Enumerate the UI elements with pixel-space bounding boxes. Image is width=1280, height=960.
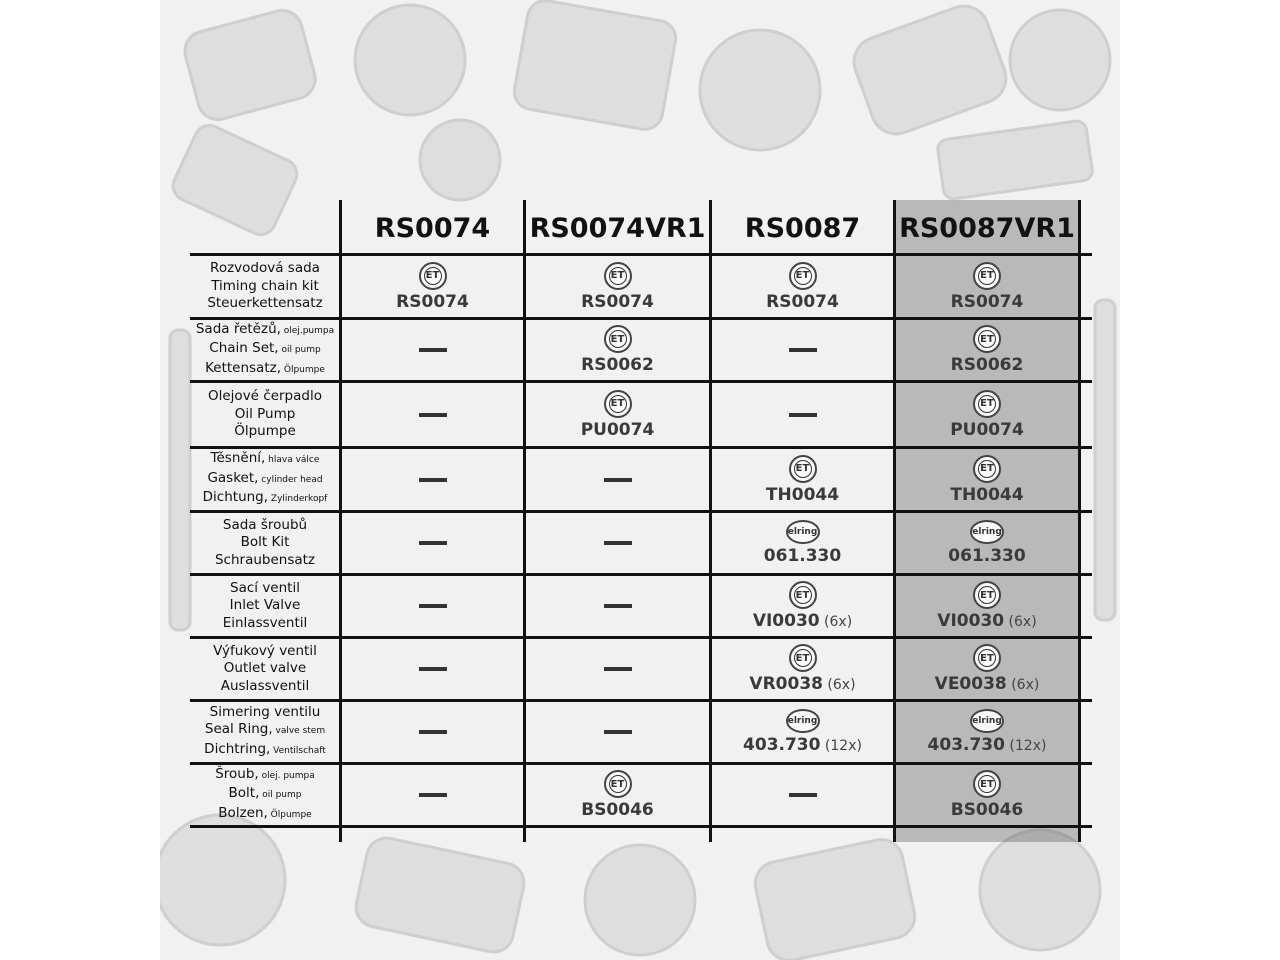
- part-cell: [896, 383, 1078, 446]
- part-code: VE0038: [934, 674, 1007, 694]
- et-logo-text: ET: [609, 775, 627, 793]
- part-cell: [712, 765, 893, 825]
- not-included-dash: [789, 793, 817, 797]
- part-code: PU0074: [950, 419, 1024, 440]
- et-logo-text: ET: [794, 460, 812, 478]
- part-cell: [526, 383, 709, 446]
- et-icon: [973, 581, 1001, 609]
- part-cell: [526, 256, 709, 317]
- row-label-main: Sací ventil: [230, 579, 300, 596]
- part-code: VI0030: [937, 611, 1005, 631]
- row-label-main: Těsnění,: [210, 450, 266, 467]
- et-icon: [973, 390, 1001, 418]
- part-number: [764, 546, 841, 566]
- part-cell: [896, 765, 1078, 825]
- et-logo-text: ET: [794, 586, 812, 604]
- row-label-main: Inlet Valve: [229, 597, 301, 614]
- part-cell: [712, 513, 893, 573]
- row-label: [190, 702, 340, 762]
- not-included-dash: [419, 348, 447, 352]
- et-icon: [604, 262, 632, 290]
- elring-logo-text: elring: [787, 716, 818, 726]
- row-label: [190, 513, 340, 573]
- part-cell: [526, 576, 709, 636]
- row-label-line: [207, 470, 322, 490]
- part-code: VR0038: [749, 674, 823, 694]
- part-cell: [712, 576, 893, 636]
- part-code: BS0046: [950, 800, 1024, 820]
- not-included-dash: [604, 667, 632, 671]
- part-number: [581, 800, 654, 820]
- row-label-line: [234, 423, 296, 441]
- et-icon: [789, 581, 817, 609]
- row-label-line: [215, 552, 315, 570]
- et-logo-text: ET: [794, 267, 812, 285]
- et-icon: [419, 262, 447, 290]
- part-number: [749, 674, 855, 694]
- part-cell: [896, 639, 1078, 699]
- row-label-main: Schraubensatz: [214, 551, 316, 568]
- row-label-main: Outlet valve: [223, 660, 307, 677]
- part-number: [948, 546, 1025, 566]
- column-header: RS0087VR1: [899, 212, 1075, 244]
- row-label-main: Sada řetězů,: [195, 320, 281, 337]
- part-number: [581, 355, 654, 375]
- row-label: [190, 256, 340, 317]
- part-cell: [712, 702, 893, 762]
- row-label-main: Timing chain kit: [211, 277, 319, 294]
- row-label-sub: Ölpumpe: [267, 809, 312, 820]
- row-label-line: [211, 278, 319, 296]
- part-code: RS0074: [766, 291, 839, 312]
- part-code: 403.730: [927, 735, 1005, 755]
- not-included-dash: [604, 604, 632, 608]
- part-code: VI0030: [752, 611, 820, 631]
- not-included-dash: [419, 541, 447, 545]
- row-label-sub: Ölpumpe: [281, 364, 325, 375]
- part-cell: [896, 449, 1078, 510]
- row-label-main: Auslassventil: [220, 677, 310, 694]
- row-label-main: Chain Set,: [209, 340, 279, 357]
- et-logo-text: ET: [609, 330, 627, 348]
- row-label-line: [215, 766, 315, 786]
- et-icon: [973, 325, 1001, 353]
- row-label-main: Steuerkettensatz: [207, 295, 323, 312]
- part-number: [950, 485, 1023, 505]
- row-label-line: [204, 741, 326, 761]
- et-icon: [789, 262, 817, 290]
- et-logo-text: ET: [424, 267, 442, 285]
- et-logo-text: ET: [609, 395, 627, 413]
- elring-icon: [786, 520, 820, 544]
- part-cell: [712, 320, 893, 380]
- row-label-line: [208, 388, 322, 406]
- row-label-main: Seal Ring,: [204, 721, 273, 738]
- column-header: RS0074VR1: [529, 212, 706, 244]
- part-cell: [712, 383, 893, 446]
- not-included-dash: [419, 730, 447, 734]
- row-label-main: Dichtring,: [204, 740, 271, 757]
- part-cell: [712, 639, 893, 699]
- part-cell: [342, 765, 523, 825]
- elring-logo-text: elring: [972, 716, 1002, 726]
- row-label-main: Rozvodová sada: [210, 260, 320, 277]
- part-cell: [896, 576, 1078, 636]
- row-label: [190, 765, 340, 825]
- et-logo-text: ET: [978, 460, 996, 478]
- et-logo-text: ET: [794, 649, 812, 667]
- part-code: 061.330: [763, 546, 842, 566]
- row-label-sub: olej.pumpa: [280, 325, 335, 336]
- part-cell: [342, 256, 523, 317]
- row-label-line: [205, 360, 325, 380]
- part-quantity: (6x): [822, 677, 856, 693]
- part-cell: [526, 765, 709, 825]
- row-label-main: Výfukový ventil: [213, 642, 317, 659]
- row-label-sub: oil pump: [259, 790, 302, 801]
- et-icon: [973, 644, 1001, 672]
- part-number: [581, 420, 655, 440]
- part-code: RS0074: [950, 291, 1024, 312]
- part-number: [928, 735, 1047, 755]
- not-included-dash: [419, 793, 447, 797]
- row-label-line: [210, 704, 321, 722]
- row-label-main: Simering ventilu: [209, 703, 321, 720]
- not-included-dash: [419, 667, 447, 671]
- row-label: [190, 320, 340, 380]
- row-label-line: [241, 534, 290, 552]
- elring-logo-text: elring: [787, 527, 818, 537]
- elring-logo-text: elring: [972, 527, 1002, 537]
- et-icon: [973, 262, 1001, 290]
- row-label-line: [211, 450, 320, 470]
- row-label-line: [213, 643, 317, 661]
- part-cell: [342, 449, 523, 510]
- row-label-main: Šroub,: [215, 765, 259, 782]
- not-included-dash: [419, 604, 447, 608]
- row-label-sub: valve stem: [272, 726, 326, 737]
- not-included-dash: [604, 730, 632, 734]
- elring-icon: [786, 709, 820, 733]
- column-header: RS0074: [374, 212, 491, 244]
- part-number: [950, 420, 1024, 440]
- part-cell: [896, 256, 1078, 317]
- part-number: [951, 355, 1024, 375]
- row-label-line: [210, 260, 320, 278]
- not-included-dash: [604, 541, 632, 545]
- row-label-sub: oil pump: [278, 345, 321, 356]
- part-code: RS0062: [581, 355, 654, 375]
- et-logo-text: ET: [978, 586, 996, 604]
- row-label-main: Ölpumpe: [234, 423, 296, 440]
- elring-icon: [970, 709, 1004, 733]
- part-number: [766, 292, 839, 312]
- not-included-dash: [604, 478, 632, 482]
- row-label-main: Kettensatz,: [205, 359, 282, 376]
- row-label-sub: hlava válce: [265, 455, 320, 466]
- part-cell: [342, 320, 523, 380]
- row-label-line: [207, 295, 322, 313]
- row-label-line: [230, 580, 300, 598]
- part-number: [753, 611, 852, 631]
- row-label-line: [196, 321, 334, 341]
- part-code: 061.330: [948, 546, 1026, 566]
- row-label-line: [221, 678, 310, 696]
- not-included-dash: [789, 413, 817, 417]
- part-number: [743, 735, 862, 755]
- part-cell: [896, 320, 1078, 380]
- part-cell: [712, 449, 893, 510]
- row-label-main: Bolt,: [228, 785, 260, 802]
- row-label-main: Einlassventil: [222, 614, 308, 631]
- et-icon: [973, 455, 1001, 483]
- part-code: RS0074: [581, 291, 654, 312]
- row-label-sub: Ventilschaft: [270, 745, 326, 756]
- row-label-line: [223, 517, 307, 535]
- row-label: [190, 383, 340, 446]
- part-cell: [342, 383, 523, 446]
- row-label-sub: olej. pumpa: [258, 770, 315, 781]
- not-included-dash: [789, 348, 817, 352]
- part-cell: [526, 320, 709, 380]
- part-code: 403.730: [743, 735, 821, 755]
- part-cell: [526, 639, 709, 699]
- row-label-line: [230, 597, 301, 615]
- part-quantity: (12x): [1004, 738, 1047, 754]
- part-code: RS0074: [396, 291, 469, 312]
- part-number: [766, 485, 839, 505]
- et-logo-text: ET: [978, 267, 996, 285]
- part-cell: [896, 702, 1078, 762]
- et-logo-text: ET: [609, 267, 627, 285]
- part-cell: [526, 513, 709, 573]
- row-divider: [190, 825, 1092, 828]
- part-cell: [896, 513, 1078, 573]
- part-number: [937, 611, 1036, 631]
- et-icon: [789, 644, 817, 672]
- part-cell: [526, 449, 709, 510]
- part-cell: [342, 513, 523, 573]
- row-label-main: Gasket,: [207, 469, 259, 486]
- part-cell: [342, 576, 523, 636]
- row-label-main: Bolzen,: [218, 804, 268, 821]
- row-label-line: [224, 660, 306, 678]
- et-logo-text: ET: [978, 395, 996, 413]
- et-logo-text: ET: [978, 775, 996, 793]
- part-quantity: (12x): [820, 738, 862, 754]
- part-code: RS0062: [950, 355, 1024, 375]
- column-divider: [1078, 200, 1081, 842]
- column-header: RS0087: [744, 212, 861, 244]
- part-number: [396, 292, 469, 312]
- part-number: [581, 292, 654, 312]
- row-label: [190, 449, 340, 510]
- part-cell: [526, 702, 709, 762]
- row-label-line: [209, 340, 320, 360]
- row-label-main: Bolt Kit: [240, 534, 290, 551]
- row-label-line: [205, 721, 325, 741]
- not-included-dash: [419, 478, 447, 482]
- part-number: [935, 674, 1040, 694]
- not-included-dash: [419, 413, 447, 417]
- row-label-line: [218, 805, 311, 825]
- row-label-main: Olejové čerpadlo: [208, 388, 322, 405]
- part-code: PU0074: [580, 419, 655, 440]
- part-cell: [712, 256, 893, 317]
- row-label-line: [223, 615, 308, 633]
- row-label-main: Dichtung,: [202, 489, 269, 506]
- row-label: [190, 576, 340, 636]
- row-label: [190, 639, 340, 699]
- row-label-line: [235, 406, 296, 424]
- part-code: TH0044: [950, 484, 1024, 505]
- et-logo-text: ET: [978, 330, 996, 348]
- part-cell: [342, 702, 523, 762]
- row-label-line: [229, 785, 302, 805]
- et-logo-text: ET: [978, 649, 996, 667]
- part-quantity: (6x): [1004, 614, 1037, 630]
- et-icon: [604, 390, 632, 418]
- et-icon: [604, 325, 632, 353]
- part-quantity: (6x): [1006, 677, 1040, 693]
- row-label-sub: Zylinderkopf: [268, 494, 328, 505]
- part-quantity: (6x): [819, 614, 853, 630]
- row-label-main: Oil Pump: [234, 405, 296, 422]
- part-number: [951, 292, 1024, 312]
- row-label-main: Sada šroubů: [222, 516, 308, 533]
- part-number: [951, 800, 1024, 820]
- row-label-sub: cylinder head: [258, 474, 323, 485]
- part-cell: [342, 639, 523, 699]
- row-label-line: [203, 489, 328, 509]
- part-code: TH0044: [765, 484, 840, 505]
- elring-icon: [970, 520, 1004, 544]
- et-icon: [604, 770, 632, 798]
- et-icon: [973, 770, 1001, 798]
- part-code: BS0046: [581, 800, 654, 820]
- et-icon: [789, 455, 817, 483]
